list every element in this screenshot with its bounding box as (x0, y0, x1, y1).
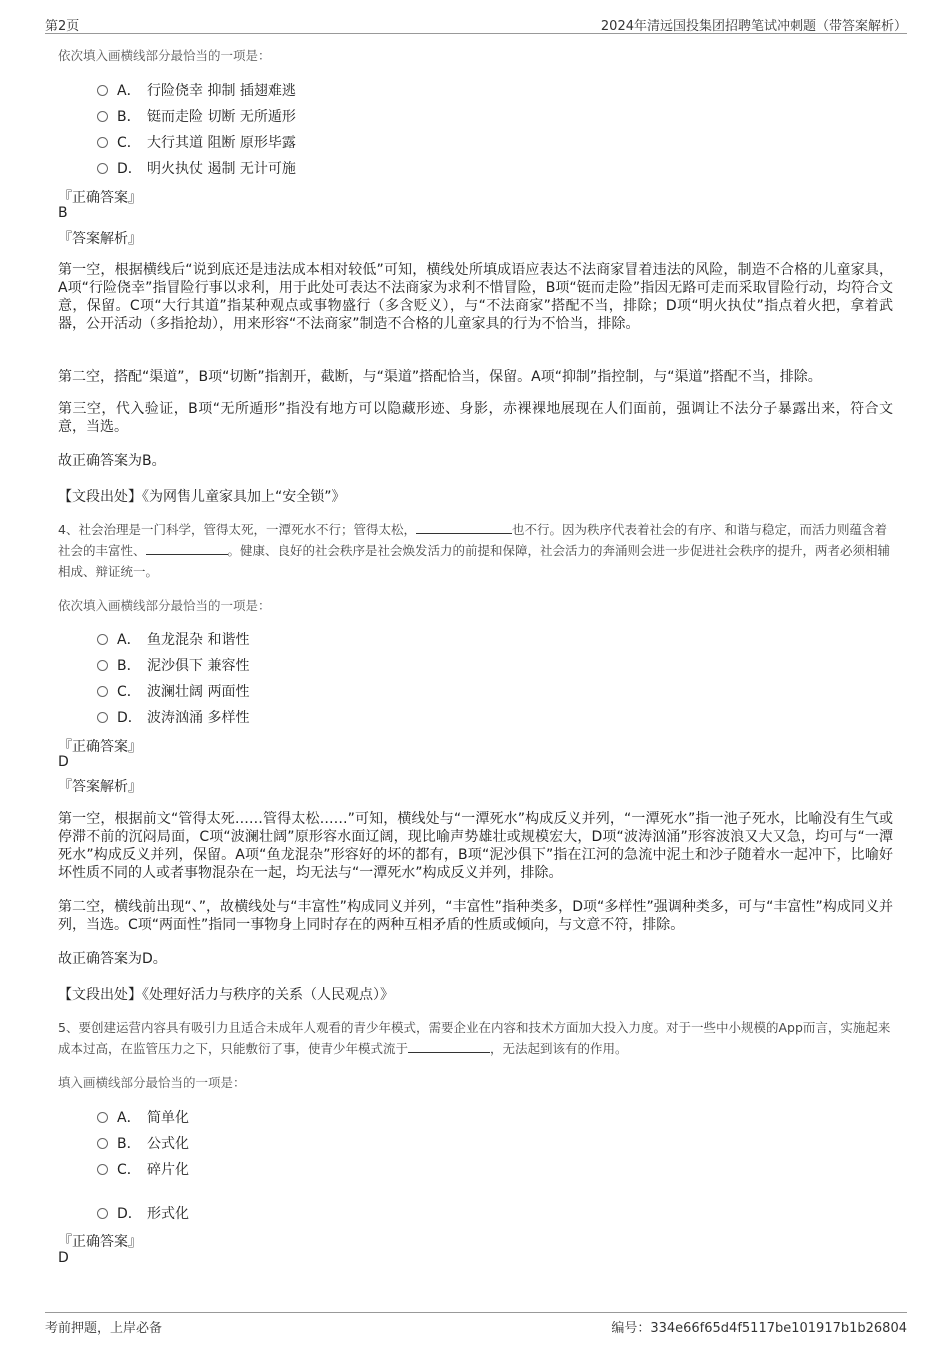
page-footer (45, 1312, 907, 1335)
q4-option-b[interactable]: B． 泥沙俱下 兼容性 (97, 655, 249, 675)
q3-source: 【文段出处】《为网售儿童家具加上“安全锁”》 (58, 489, 346, 505)
q4-source: 【文段出处】《处理好活力与秩序的关系（人民观点）》 (58, 987, 394, 1003)
q4-answer: D (58, 754, 69, 770)
q5-question: 5、要创建运营内容具有吸引力且适合未成年人观看的青少年模式，需要企业在内容和技术方面加大投入力度。对于一些中小规模的App而言，实施起来成本过高，在监管压力之下，只能敷衍了事，使青少年模式流于 ，无法起到该有的作用。 (58, 1020, 891, 1056)
q4-option-a[interactable]: A． 鱼龙混杂 和谐性 (97, 629, 249, 649)
q3-answer-label: 『正确答案』 (58, 190, 142, 206)
blank-line (408, 1040, 490, 1053)
q4-analysis-para-3: 故正确答案为D。 (58, 951, 167, 967)
q3-answer: B (58, 205, 68, 221)
document-title: 2024年清远国投集团招聘笔试冲刺题（带答案解析） (600, 19, 907, 34)
q4-analysis-para-1: 第一空，根据前文“管得太死……管得太松……”可知，横线处与“一潭死水”构成反义并列，“一潭死水”指一池子死水，比喻没有生气或停滞不前的沉闷局面，C项“波澜壮阔”原形容水面辽阔，现比喻声势雄壮或规模宏大，D项“波涛汹涌”形容波浪又大又急，均可与“一潭死水”构成反义并列，保留。A项“鱼龙混杂”形容好的坏的都有，B项“泥沙俱下”指在江河的急流中泥土和沙子随着水一起冲下，比喻好坏性质不同的人或者事物混杂在一起，均无法与“一潭死水”构成反义并列，排除。 (58, 811, 893, 881)
q5-instruction: 填入画横线部分最恰当的一项是： (58, 1075, 246, 1090)
q3-analysis-para-2: 第二空，搭配“渠道”，B项“切断”指割开，截断，与“渠道”搭配恰当，保留。A项“抑制”指控制，与“渠道”搭配不当，排除。 (58, 369, 822, 385)
radio-icon[interactable] (97, 163, 108, 174)
q3-option-a[interactable]: A． 行险侥幸 抑制 插翅难逃 (97, 80, 296, 100)
q3-option-c[interactable]: C． 大行其道 阻断 原形毕露 (97, 132, 296, 152)
q5-option-b[interactable]: B． 公式化 (97, 1133, 189, 1153)
radio-icon[interactable] (97, 634, 108, 645)
radio-icon[interactable] (97, 85, 108, 96)
q3-option-b[interactable]: B． 铤而走险 切断 无所遁形 (97, 106, 296, 126)
q4-option-c[interactable]: C． 波澜壮阔 两面性 (97, 681, 249, 701)
q4-option-d[interactable]: D． 波涛汹涌 多样性 (97, 707, 249, 727)
radio-icon[interactable] (97, 660, 108, 671)
q3-instruction: 依次填入画横线部分最恰当的一项是： (58, 48, 271, 63)
radio-icon[interactable] (97, 712, 108, 723)
radio-icon[interactable] (97, 1138, 108, 1149)
radio-icon[interactable] (97, 1164, 108, 1175)
blank-line (416, 521, 512, 534)
q5-option-a[interactable]: A． 简单化 (97, 1107, 189, 1127)
q3-option-d[interactable]: D． 明火执仗 遏制 无计可施 (97, 158, 296, 178)
radio-icon[interactable] (97, 137, 108, 148)
document-code: 编号：334e66f65d4f5117be101917b1b26804 (611, 1321, 907, 1336)
radio-icon[interactable] (97, 111, 108, 122)
q4-instruction: 依次填入画横线部分最恰当的一项是： (58, 598, 271, 613)
q3-analysis-para-1: 第一空，根据横线后“说到底还是违法成本相对较低”可知，横线处所填成语应表达不法商家冒着违法的风险，制造不合格的儿童家具，A项“行险侥幸”指冒险行事以求利，用于此处可表达不法商家为求利不惜冒险，B项“铤而走险”指因无路可走而采取冒险行动，均符合文意，保留。C项“大行其道”指某种观点或事物盛行（多含贬义），与“不法商家”搭配不当，排除；D项“明火执仗”指点着火把，拿着武器，公开活动（多指抢劫），用来形容“不法商家”制造不合格的儿童家具的行为不恰当，排除。 (58, 262, 893, 332)
q3-analysis-para-3: 第三空，代入验证，B项“无所遁形”指没有地方可以隐藏形迹、身影，赤裸裸地展现在人们面前，强调让不法分子暴露出来，符合文意，当选。 (58, 401, 893, 435)
q5-answer: D (58, 1250, 69, 1266)
q4-analysis-para-2: 第二空，横线前出现“、”，故横线处与“丰富性”构成同义并列，“丰富性”指种类多，D项“多样性”强调种类多，可与“丰富性”构成同义并列，当选。C项“两面性”指同一事物身上同时存在的两种互相矛盾的性质或倾向，与文意不符，排除。 (58, 899, 893, 933)
page-number: 第2页 (45, 19, 80, 34)
radio-icon[interactable] (97, 1112, 108, 1123)
q4-question: 4、社会治理是一门科学，管得太死，一潭死水不行；管得太松， 也不行。因为秩序代表着社会的有序、和谐与稳定，而活力则蕴含着社会的丰富性、 。健康、良好的社会秩序是社会焕发活力的前提和保障，社会活力的奔涌则会进一步促进社会秩序的提升，两者必须相辅相成、辩证统一。 (58, 522, 891, 579)
q4-answer-label: 『正确答案』 (58, 739, 142, 755)
q5-answer-label: 『正确答案』 (58, 1234, 142, 1250)
footer-slogan: 考前押题，上岸必备 (45, 1321, 163, 1336)
q3-analysis-label: 『答案解析』 (58, 231, 142, 247)
page-header (45, 13, 907, 34)
q5-option-c[interactable]: C． 碎片化 (97, 1159, 189, 1179)
blank-line (146, 542, 228, 555)
q5-option-d[interactable]: D． 形式化 (97, 1203, 189, 1223)
radio-icon[interactable] (97, 686, 108, 697)
radio-icon[interactable] (97, 1208, 108, 1219)
q4-analysis-label: 『答案解析』 (58, 779, 142, 795)
q3-analysis-para-4: 故正确答案为B。 (58, 453, 166, 469)
